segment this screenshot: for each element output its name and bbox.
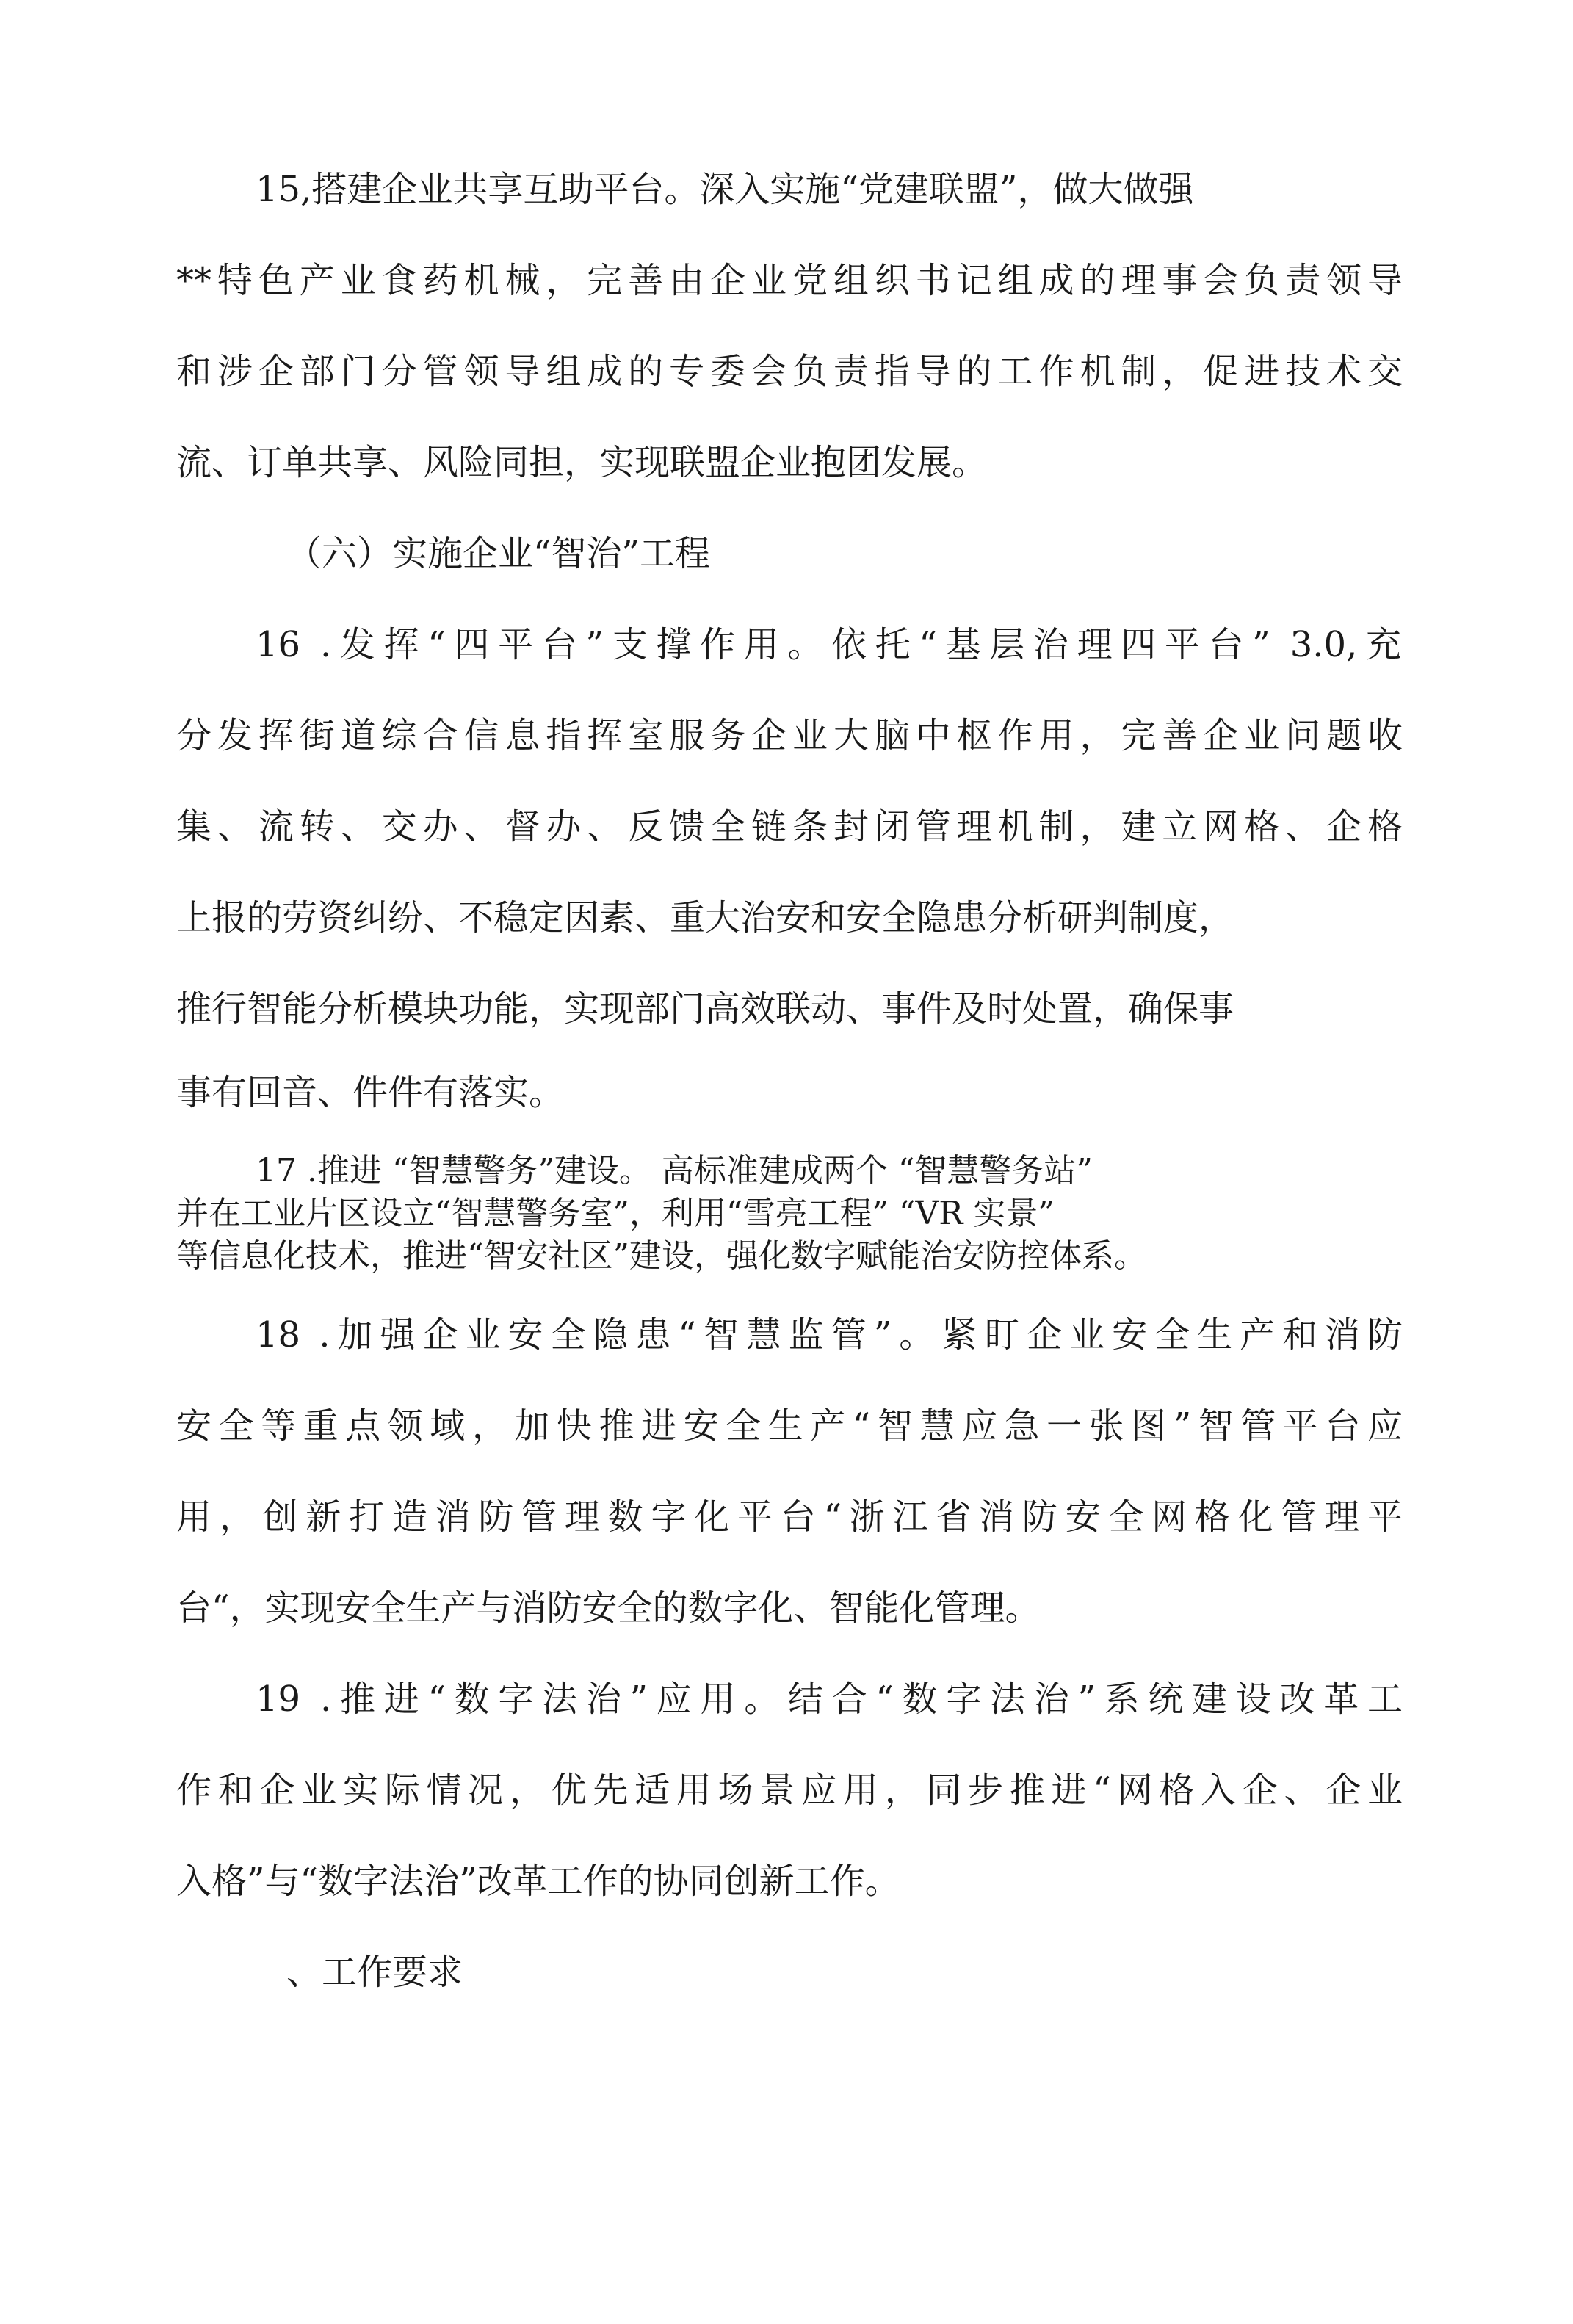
section-heading: （六）实施企业“智治”工程 bbox=[286, 533, 711, 574]
text-line: 分发挥街道综合信息指挥室服务企业大脑中枢作用，完善企业问题收 bbox=[176, 715, 1403, 756]
text-line: 安全等重点领域，加快推进安全生产“智慧应急一张图”智管平台应 bbox=[176, 1405, 1403, 1447]
text-line: 17 .推进 “智慧警务”建设。 高标准建成两个 “智慧警务站” bbox=[256, 1152, 1093, 1190]
text-line: 和涉企部门分管领导组成的专委会负责指导的工作机制，促进技术交 bbox=[176, 351, 1403, 392]
section-heading: 、工作要求 bbox=[286, 1952, 463, 1993]
text-line: 事有回音、件件有落实。 bbox=[176, 1072, 565, 1113]
text-line: 16 .发挥“四平台”支撑作用。依托“基层治理四平台” 3.0,充 bbox=[256, 624, 1401, 665]
text-line: 并在工业片区设立“智慧警务室”，利用“雪亮工程” “VR 实景” bbox=[176, 1195, 1055, 1232]
text-line: 18 .加强企业安全隐患“智慧监管”。紧盯企业安全生产和消防 bbox=[256, 1314, 1403, 1355]
text-line: 用，创新打造消防管理数字化平台“浙江省消防安全网格化管理平 bbox=[176, 1496, 1403, 1538]
text-line: 等信息化技术，推进“智安社区”建设，强化数字赋能治安防控体系。 bbox=[176, 1237, 1146, 1275]
text-line: 集、流转、交办、督办、反馈全链条封闭管理机制，建立网格、企格 bbox=[176, 806, 1403, 847]
text-line: 台“，实现安全生产与消防安全的数字化、智能化管理。 bbox=[176, 1588, 1041, 1629]
text-line: 上报的劳资纠纷、不稳定因素、重大治安和安全隐患分析研判制度， bbox=[176, 897, 1234, 938]
text-line: 15,搭建企业共享互助平台。深入实施“党建联盟”，做大做强 bbox=[256, 169, 1194, 210]
text-line: 入格”与“数字法治”改革工作的协同创新工作。 bbox=[176, 1861, 900, 1902]
text-line: 流、订单共享、风险同担，实现联盟企业抱团发展。 bbox=[176, 442, 988, 483]
text-line: **特色产业食药机械，完善由企业党组织书记组成的理事会负责领导 bbox=[176, 260, 1403, 301]
text-line: 推行智能分析模块功能，实现部门高效联动、事件及时处置，确保事 bbox=[176, 988, 1234, 1029]
text-line: 19 .推进“数字法治”应用。结合“数字法治”系统建设改革工 bbox=[256, 1679, 1403, 1720]
text-line: 作和企业实际情况，优先适用场景应用，同步推进“网格入企、企业 bbox=[176, 1770, 1403, 1811]
